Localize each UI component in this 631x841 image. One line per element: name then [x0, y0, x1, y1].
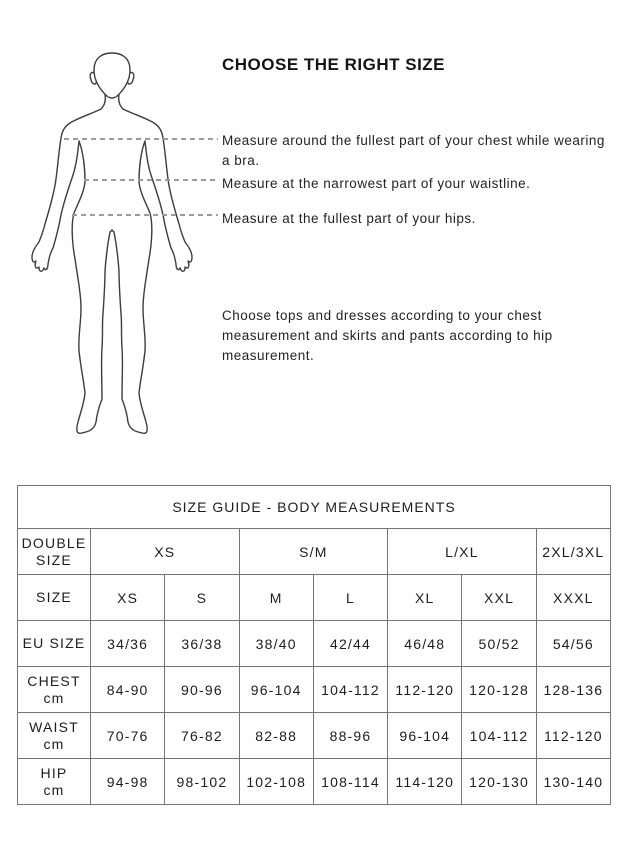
hip-cell: 102-108	[239, 759, 313, 805]
hip-measure-note: Measure at the fullest part of your hips.	[222, 211, 476, 226]
fit-advice-note: Choose tops and dresses according to your chest measurement and skirts and pants according to hip measurement.	[222, 308, 553, 363]
waist-cell: 88-96	[313, 713, 387, 759]
female-body-outline-illustration	[28, 52, 196, 437]
chest-cell: 112-120	[388, 667, 462, 713]
hip-measurement-line	[72, 214, 218, 216]
hip-cell: 130-140	[536, 759, 610, 805]
chest-cell: 90-96	[165, 667, 239, 713]
size-cell: M	[239, 575, 313, 621]
size-cell: XL	[388, 575, 462, 621]
eu-size-cell: 36/38	[165, 621, 239, 667]
eu-size-cell: 38/40	[239, 621, 313, 667]
hip-cell: 98-102	[165, 759, 239, 805]
eu-size-label: EU SIZE	[18, 621, 91, 667]
size-cell: XS	[91, 575, 165, 621]
eu-size-cell: 34/36	[91, 621, 165, 667]
figure-head	[94, 53, 130, 98]
chest-cell: 104-112	[313, 667, 387, 713]
hip-label: HIP cm	[18, 759, 91, 805]
size-cell: L	[313, 575, 387, 621]
size-cell: XXL	[462, 575, 536, 621]
waist-measure-note: Measure at the narrowest part of your waistline.	[222, 176, 531, 191]
body-figure-svg	[28, 52, 196, 437]
eu-size-cell: 42/44	[313, 621, 387, 667]
table-title: SIZE GUIDE - BODY MEASUREMENTS	[18, 486, 611, 529]
waist-cell: 96-104	[388, 713, 462, 759]
chest-cell: 84-90	[91, 667, 165, 713]
size-cell: S	[165, 575, 239, 621]
double-size-group-xs: XS	[91, 529, 240, 575]
hip-cell: 94-98	[91, 759, 165, 805]
waist-cell: 112-120	[536, 713, 610, 759]
hip-cell: 108-114	[313, 759, 387, 805]
waist-cell: 82-88	[239, 713, 313, 759]
waist-cell: 70-76	[91, 713, 165, 759]
waist-cell: 76-82	[165, 713, 239, 759]
chest-cell: 128-136	[536, 667, 610, 713]
chest-row	[18, 667, 611, 713]
table-title-row	[18, 486, 611, 529]
chest-cell: 96-104	[239, 667, 313, 713]
eu-size-row	[18, 621, 611, 667]
double-size-row	[18, 529, 611, 575]
page-title: CHOOSE THE RIGHT SIZE	[222, 55, 446, 74]
chest-measurement-line	[64, 138, 218, 140]
waist-label: WAIST cm	[18, 713, 91, 759]
eu-size-cell: 50/52	[462, 621, 536, 667]
hip-row	[18, 759, 611, 805]
figure-right-side	[112, 94, 192, 433]
double-size-group-sm: S/M	[239, 529, 388, 575]
hip-cell: 120-130	[462, 759, 536, 805]
figure-left-side	[32, 94, 112, 433]
waist-cell: 104-112	[462, 713, 536, 759]
waist-row	[18, 713, 611, 759]
eu-size-cell: 46/48	[388, 621, 462, 667]
hip-cell: 114-120	[388, 759, 462, 805]
chest-measure-note: Measure around the fullest part of your chest while wearing a bra.	[222, 133, 605, 168]
double-size-group-2xl3xl: 2XL/3XL	[536, 529, 610, 575]
size-guide-table	[17, 485, 611, 805]
double-size-label: DOUBLE SIZE	[18, 529, 91, 575]
eu-size-cell: 54/56	[536, 621, 610, 667]
chest-cell: 120-128	[462, 667, 536, 713]
size-row	[18, 575, 611, 621]
size-cell: XXXL	[536, 575, 610, 621]
waist-measurement-line	[84, 179, 218, 181]
chest-label: CHEST cm	[18, 667, 91, 713]
double-size-group-lxl: L/XL	[388, 529, 537, 575]
size-label: SIZE	[18, 575, 91, 621]
